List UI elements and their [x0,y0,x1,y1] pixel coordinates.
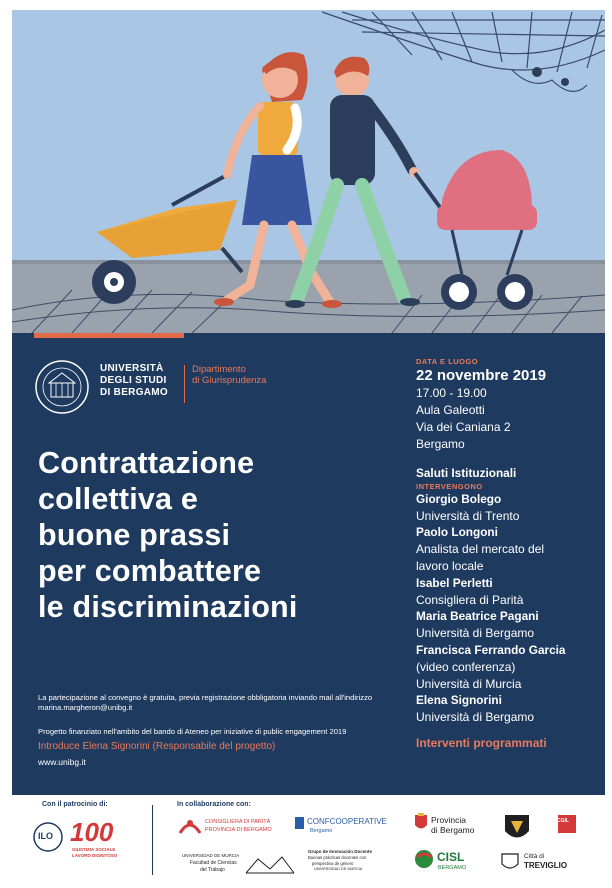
ilo-text: ILO [38,831,53,841]
title-line: buone prassi [38,518,231,552]
provincia-text: Provincia [431,815,466,825]
speaker-affiliation: Consigliera di Parità [416,592,524,607]
university-seal-icon [34,359,90,415]
university-name [100,363,168,399]
event-room: Aula Galeotti [416,403,485,417]
greetings-label: Saluti Istituzionali [416,466,517,480]
program-column [416,357,601,750]
speaker-affiliation: Analista del mercato del [416,542,545,557]
content-panel [12,333,605,795]
speaker-name: Paolo Longoni [416,525,498,540]
grupo-text: UNIVERSIDAD DE MURCIA [314,867,363,871]
speaker-name: Isabel Perletti [416,575,493,590]
treviglio-text: TREVIGLIO [524,861,568,870]
consigliera-text: CONSIGLIERA DI PARITÀ [205,819,271,825]
event-time: 17.00 - 19.00 [416,386,487,400]
title-line: Contrattazione [38,446,255,480]
university-name-line: DEGLI STUDI [100,375,167,386]
centenary-sub: GIUSTIZIA SOCIALE [72,847,116,852]
event-title [38,445,298,625]
murcia-building-icon [244,853,296,877]
murcia-text: del Trabajo [200,867,225,873]
murcia-text: UNIVERSIDAD DE MURCIA [182,853,240,858]
speaker-affiliation: Università di Murcia [416,676,522,691]
speaker-name: Giorgio Bolego [416,491,502,506]
speaker-name: Francisca Ferrando Garcia [416,642,566,657]
grupo-text: Buenas prácticas docentes con [308,855,367,860]
speaker-affiliation: Università di Bergamo [416,626,535,641]
cgil-text: CGIL [557,818,569,824]
provincia-text: di Bergamo [431,825,475,835]
scheduled-talks-label: Interventi programmati [416,735,547,750]
cisl-sub: BERGAMO [438,865,467,871]
funding-note: Progetto finanziato nell'ambito del bando di Ateneo per iniziative di public engagement 2019 [38,727,347,736]
confcooperative-icon [295,817,304,829]
provincia-crest-icon [414,813,428,833]
title-line: collettiva e [38,482,199,516]
event-city: Bergamo [416,437,465,451]
department-name [192,364,266,386]
hero-illustration [12,10,605,333]
speaker-affiliation: Università di Bergamo [416,710,535,725]
divider [184,365,185,403]
sponsors-footer [12,795,605,885]
event-date: 22 novembre 2019 [416,367,547,384]
centenary-sub: LAVORO DIGNITOSO [72,853,118,858]
speaker-note: (video conferenza) [416,659,516,674]
confcooperative-sub: Bergamo [310,828,333,834]
department-line: Dipartimento [192,364,246,375]
grupo-text: Grupo de Innovación Docente [308,849,373,854]
speaker-name: Maria Beatrice Pagani [416,609,539,624]
murcia-text: Facultad de Ciencias [190,860,237,866]
grupo-text: perspectiva de género [312,861,354,866]
speakers-label: INTERVENGONO [416,481,483,491]
speaker-affiliation: Università di Trento [416,508,520,523]
university-name-line: DI BERGAMO [100,387,168,398]
accent-bar [34,333,184,338]
cisl-logo-icon [414,849,434,869]
cisl-text: CISL [437,850,465,864]
website-link[interactable]: www.unibg.it [38,757,86,767]
centenary-logo: 100 [70,817,114,847]
consigliera-text: PROVINCIA DI BERGAMO [205,827,272,833]
event-address: Via dei Caniana 2 [416,420,511,434]
collaboration-label: In collaborazione con: [177,801,251,808]
department-line: di Giurisprudenza [192,375,267,386]
date-place-label: DATA E LUOGO [416,357,479,366]
treviglio-crest-icon [500,850,520,874]
speaker-name: Elena Signorini [416,693,502,708]
title-line: per combattere [38,554,262,588]
patronage-label: Con il patrocinio di: [42,801,108,808]
title-line: le discriminazioni [38,590,298,624]
introduction-text: Introduce Elena Signorini (Responsabile del progetto) [38,741,276,752]
participation-note: La partecipazione al convegno è gratuita, previa registrazione obbligatoria inviando mail all'indirizzo marina.margheron@unibg.it [38,693,373,712]
speaker-affiliation: lavoro locale [416,558,484,573]
consigliera-logo-icon [177,815,203,837]
university-name-line: UNIVERSITÀ [100,363,164,374]
confcooperative-text: CONFCOOPERATIVE [307,817,387,826]
footer-divider [152,805,153,875]
treviglio-text: Città di [524,853,545,860]
municipal-crest-icon [502,809,532,845]
